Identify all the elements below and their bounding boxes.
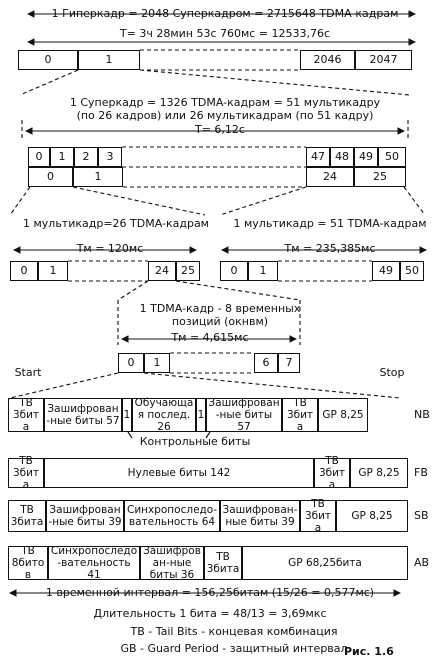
zoom-line bbox=[20, 70, 78, 95]
hyperframe-cell: 1 bbox=[78, 50, 140, 70]
figure-caption: Рис. 1.6 bbox=[344, 645, 394, 658]
superframe-multiframe-cell: 24 bbox=[306, 167, 354, 187]
zoom-line bbox=[140, 70, 410, 95]
superframe-cell: 49 bbox=[354, 147, 378, 167]
nb-burst-label: NB bbox=[414, 408, 430, 421]
nb-field: 1 bbox=[196, 398, 206, 432]
superframe-cell: 48 bbox=[330, 147, 354, 167]
sb-field: Зашифрован-ные биты 39 bbox=[46, 500, 124, 532]
tdma-title-line2: позиций (окнвм) bbox=[171, 315, 269, 328]
sb-field: ТВ 3бита bbox=[8, 500, 46, 532]
zoom-line bbox=[118, 281, 148, 300]
sb-field: Синхропоследо-вательность 64 bbox=[124, 500, 220, 532]
fb-field: ТВ 3бита bbox=[314, 458, 350, 488]
fb-burst-label: FB bbox=[414, 466, 428, 479]
start-label: Start bbox=[14, 366, 42, 379]
fb-field: Нулевые биты 142 bbox=[44, 458, 314, 488]
ab-burst-label: AB bbox=[414, 556, 430, 569]
bit-duration-text: Длительность 1 бита = 48/13 = 3,69мкс bbox=[93, 607, 327, 620]
multiframe26-cell: 24 bbox=[148, 261, 176, 281]
nb-field: Зашифрован-ные биты 57 bbox=[206, 398, 282, 432]
superframe-time: T= 6,12с bbox=[195, 123, 245, 136]
ab-field: ТВ 3бита bbox=[204, 546, 242, 580]
hyperframe-cell: 2046 bbox=[300, 50, 355, 70]
ab-field: Синхропоследо-вательность 41 bbox=[48, 546, 140, 580]
hyperframe-time: T= 3ч 28мин 53с 760мс = 12533,76с bbox=[119, 27, 331, 40]
fb-field: GP 8,25 bbox=[350, 458, 408, 488]
nb-field: ТВ 3бита bbox=[282, 398, 318, 432]
ab-field: ТВ 8битов bbox=[8, 546, 48, 580]
superframe-title-line1: 1 Суперкадр = 1326 TDMA-кадрам = 51 мультикадру bbox=[69, 96, 381, 109]
fb-field: ТВ 3бита bbox=[8, 458, 44, 488]
superframe-multiframe-cell: 1 bbox=[73, 167, 123, 187]
tdma-time: Tм = 4,615мс bbox=[171, 331, 249, 344]
zoom-line bbox=[73, 187, 205, 215]
hyperframe-cell: 2047 bbox=[355, 50, 412, 70]
tdma-slot-cell: 1 bbox=[144, 353, 170, 373]
multiframe51-title: 1 мультикадр = 51 TDMA-кадрам bbox=[233, 217, 427, 230]
superframe-cell: 2 bbox=[74, 147, 98, 167]
legend-gb: GB - Guard Period - защитный интервал bbox=[120, 642, 348, 655]
multiframe26-cell: 0 bbox=[10, 261, 38, 281]
legend-tb: TB - Tail Bits - концевая комбинация bbox=[130, 625, 338, 638]
nb-field: ТВ 3бита bbox=[8, 398, 44, 432]
ab-field: Зашифрован-ные биты 36 bbox=[140, 546, 204, 580]
superframe-cell: 47 bbox=[306, 147, 330, 167]
superframe-multiframe-cell: 25 bbox=[354, 167, 406, 187]
hyperframe-cell: 0 bbox=[18, 50, 78, 70]
nb-field: GP 8,25 bbox=[318, 398, 368, 432]
zoom-line bbox=[10, 187, 30, 215]
superframe-multiframe-cell: 0 bbox=[28, 167, 73, 187]
multiframe51-cell: 0 bbox=[220, 261, 248, 281]
sb-field: Зашифрован-ные биты 39 bbox=[220, 500, 300, 532]
superframe-cell: 0 bbox=[28, 147, 50, 167]
superframe-title-line2: (по 26 кадров) или 26 мультикадрам (по 51 кадру) bbox=[76, 109, 374, 122]
tdma-slot-cell: 7 bbox=[278, 353, 300, 373]
zoom-line bbox=[144, 373, 400, 398]
multiframe51-cell: 49 bbox=[372, 261, 400, 281]
control-bits-label: Контрольные биты bbox=[139, 435, 251, 448]
multiframe51-time: Tм = 235,385мс bbox=[284, 242, 376, 255]
multiframe51-cell: 1 bbox=[248, 261, 278, 281]
multiframe51-cell: 50 bbox=[400, 261, 424, 281]
zoom-line bbox=[220, 187, 306, 215]
sb-burst-label: SB bbox=[414, 509, 429, 522]
tdma-title-line1: 1 TDMA-кадр - 8 временных bbox=[139, 302, 301, 315]
multiframe26-title: 1 мультикадр=26 TDMA-кадрам bbox=[22, 217, 209, 230]
hyperframe-title: 1 Гиперкадр = 2048 Суперкадром = 2715648 TDMA-кадрам bbox=[51, 7, 399, 20]
ab-field: GP 68,25бита bbox=[242, 546, 408, 580]
tdma-slot-cell: 6 bbox=[254, 353, 278, 373]
zoom-line bbox=[404, 187, 425, 215]
nb-field: Обучающая послед. 26 bbox=[132, 398, 196, 432]
nb-field: 1 bbox=[122, 398, 132, 432]
stop-label: Stop bbox=[379, 366, 405, 379]
superframe-cell: 1 bbox=[50, 147, 74, 167]
sb-field: GP 8,25 bbox=[336, 500, 408, 532]
interval-text: 1 временной интервал = 156,25битам (15/26 = 0,577мс) bbox=[45, 586, 375, 599]
multiframe26-time: Tм = 120мс bbox=[76, 242, 144, 255]
multiframe26-cell: 25 bbox=[176, 261, 200, 281]
sb-field: ТВ 3бита bbox=[300, 500, 336, 532]
multiframe26-cell: 1 bbox=[38, 261, 68, 281]
zoom-line bbox=[176, 281, 300, 300]
superframe-cell: 50 bbox=[378, 147, 406, 167]
nb-field: Зашифрован-ные биты 57 bbox=[44, 398, 122, 432]
tdma-slot-cell: 0 bbox=[118, 353, 144, 373]
superframe-cell: 3 bbox=[98, 147, 122, 167]
